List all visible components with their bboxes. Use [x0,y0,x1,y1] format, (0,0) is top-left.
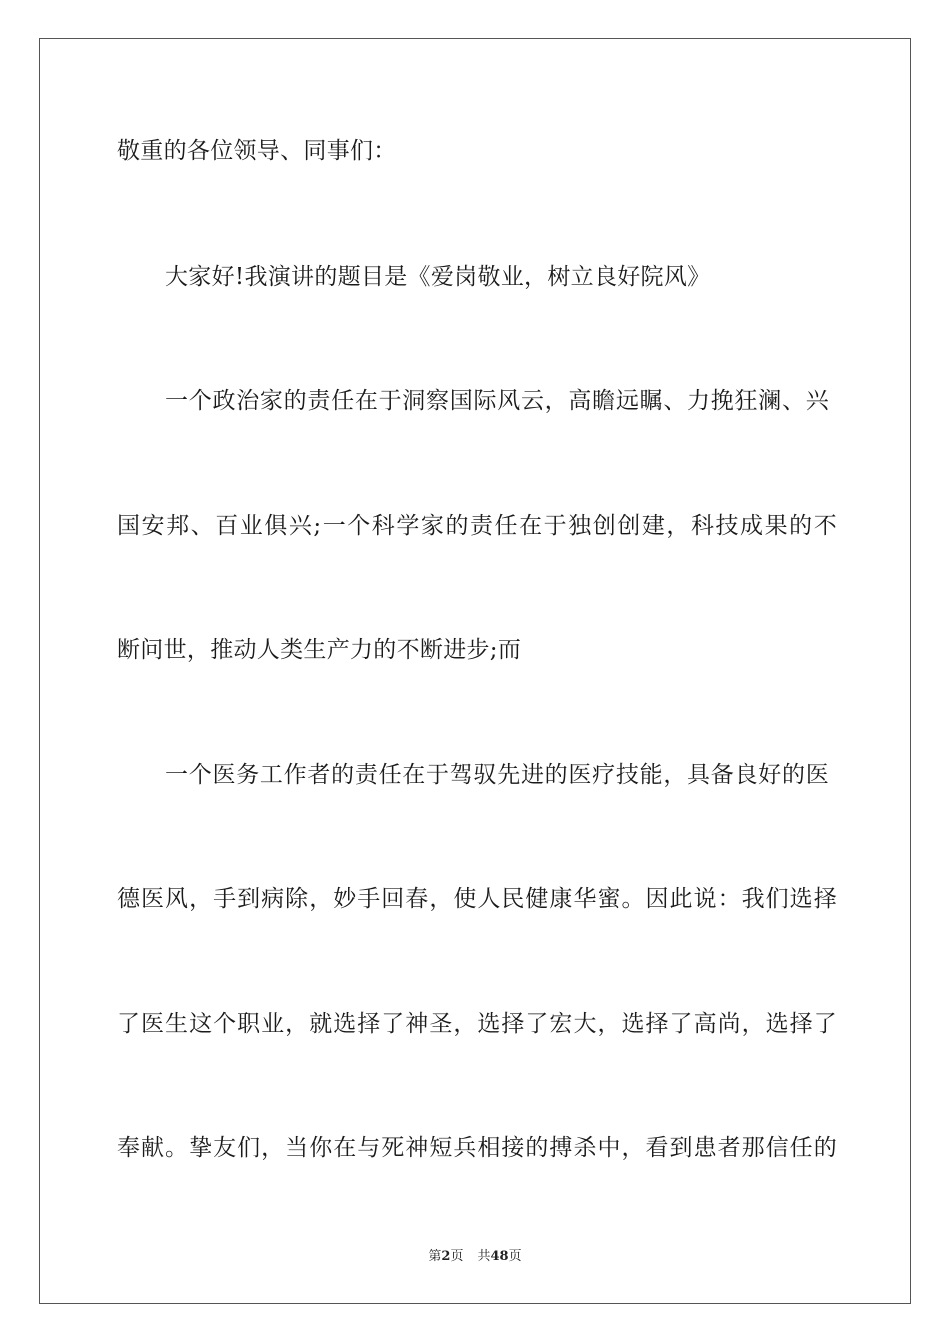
page-border [39,38,911,1304]
page-prefix: 第 [428,1249,442,1264]
page-footer [0,1248,950,1266]
greeting-line: 大家好!我演讲的题目是《爱岗敬业，树立良好院风》 [165,264,711,290]
paragraph-line: 一个医务工作者的责任在于驾驭先进的医疗技能，具备良好的医 [165,762,829,788]
page-number: 2 [441,1249,451,1264]
salutation-line: 敬重的各位领导、同事们： [117,138,397,164]
paragraph-line: 断问世，推动人类生产力的不断进步;而 [117,637,522,663]
total-prefix: 共 [477,1249,491,1264]
page-suffix: 页 [450,1249,464,1264]
paragraph-line: 了医生这个职业，就选择了神圣，选择了宏大，选择了高尚，选择了 [117,1011,837,1037]
paragraph-line: 一个政治家的责任在于洞察国际风云，高瞻远瞩、力挽狂澜、兴 [165,388,829,414]
total-suffix: 页 [508,1249,522,1264]
total-pages: 48 [490,1249,509,1264]
paragraph-line: 国安邦、百业俱兴;一个科学家的责任在于独创创建，科技成果的不 [117,513,837,539]
paragraph-line: 奉献。挚友们，当你在与死神短兵相接的搏杀中，看到患者那信任的 [117,1135,837,1161]
paragraph-line: 德医风，手到病除，妙手回春，使人民健康华蜜。因此说：我们选择 [117,886,837,912]
